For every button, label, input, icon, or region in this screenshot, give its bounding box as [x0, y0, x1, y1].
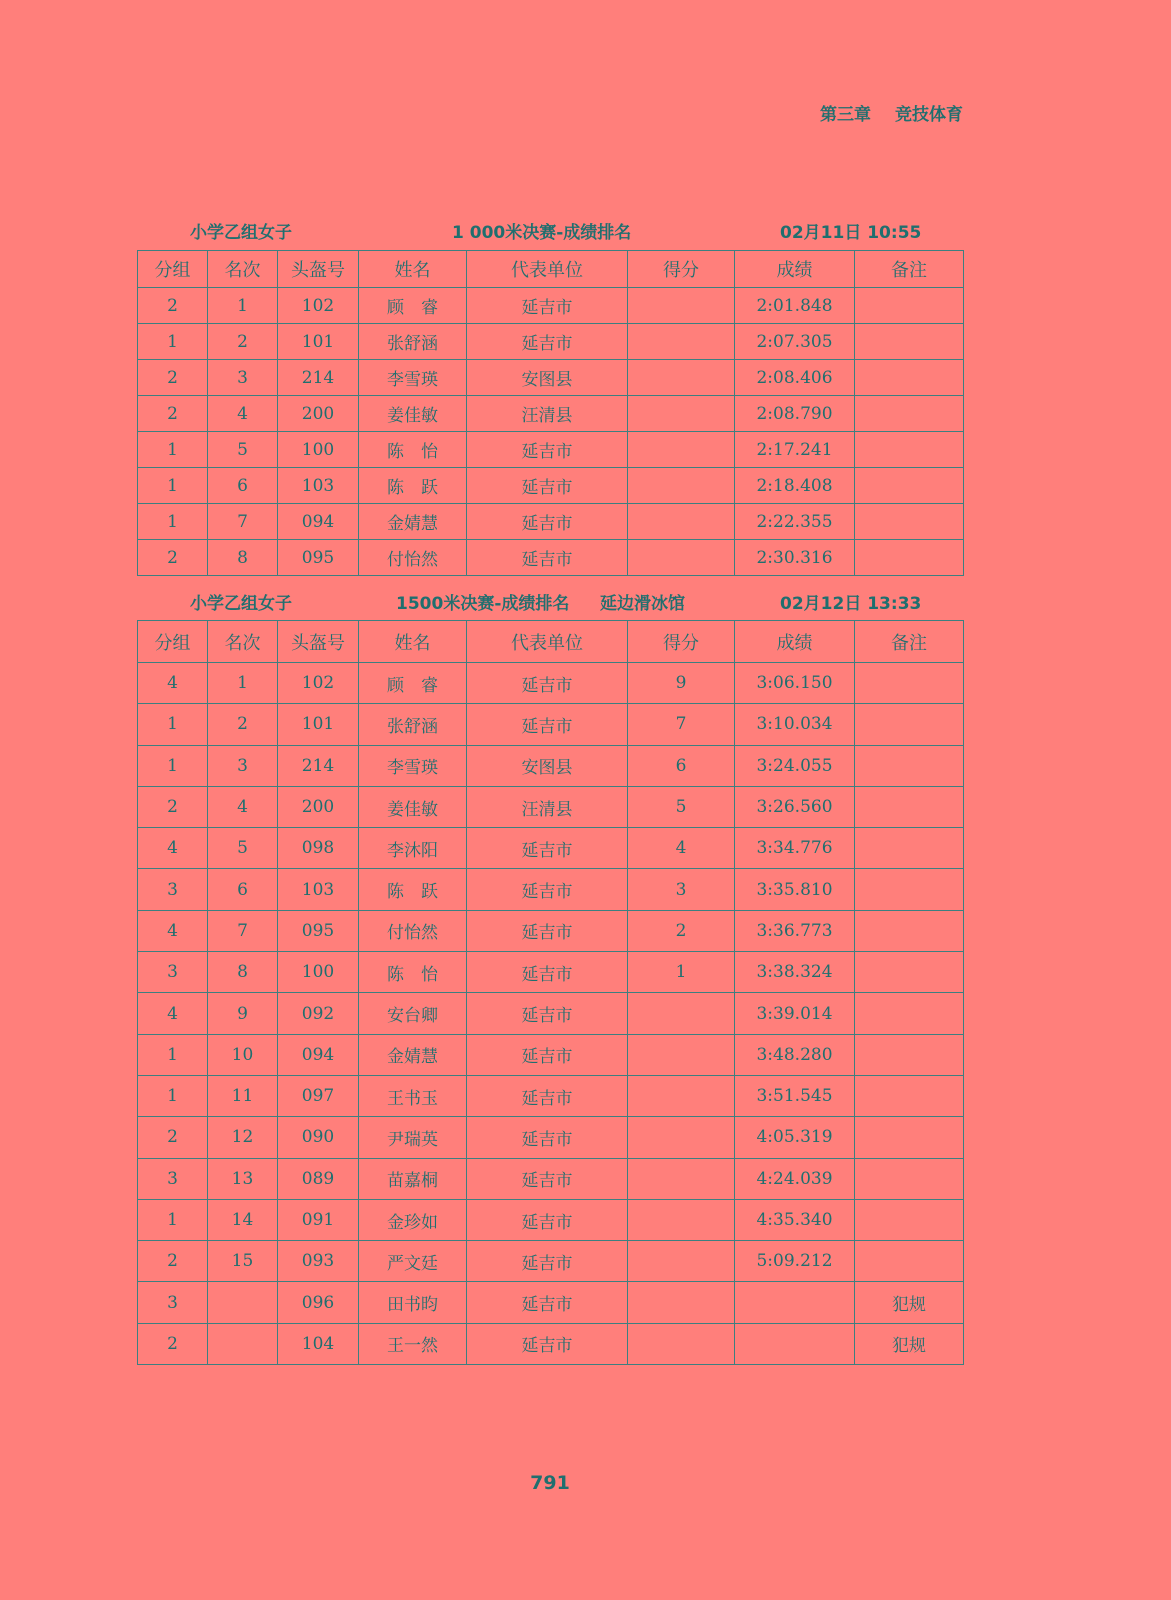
cell-group: 1 [138, 1199, 208, 1240]
cell-rank: 2 [208, 324, 278, 360]
cell-helmet: 094 [278, 1034, 359, 1075]
cell-name: 金婧慧 [359, 1034, 467, 1075]
cell-helmet: 089 [278, 1158, 359, 1199]
cell-time: 2:22.355 [735, 504, 855, 540]
cell-score [628, 1199, 735, 1240]
col-header-group: 分组 [138, 621, 208, 663]
table-row [138, 540, 964, 576]
results-table-1000m [137, 250, 964, 576]
table-row [138, 1117, 964, 1158]
cell-time: 2:18.408 [735, 468, 855, 504]
cell-unit: 延吉市 [467, 1282, 628, 1323]
table-row [138, 324, 964, 360]
table-row [138, 910, 964, 951]
cell-remark [855, 952, 964, 993]
cell-score [628, 1117, 735, 1158]
cell-helmet: 214 [278, 360, 359, 396]
cell-name: 陈 怡 [359, 952, 467, 993]
cell-rank: 3 [208, 745, 278, 786]
cell-remark [855, 869, 964, 910]
cell-group: 1 [138, 504, 208, 540]
cell-rank: 6 [208, 468, 278, 504]
cell-score: 1 [628, 952, 735, 993]
cell-remark: 犯规 [855, 1323, 964, 1364]
cell-group: 2 [138, 540, 208, 576]
cell-time: 2:08.406 [735, 360, 855, 396]
cell-score: 3 [628, 869, 735, 910]
table-row [138, 952, 964, 993]
cell-time: 2:17.241 [735, 432, 855, 468]
cell-group: 2 [138, 1117, 208, 1158]
cell-group: 1 [138, 745, 208, 786]
table-row [138, 1282, 964, 1323]
col-header-group: 分组 [138, 251, 208, 288]
cell-group: 3 [138, 952, 208, 993]
cell-name: 张舒涵 [359, 704, 467, 745]
table-row [138, 869, 964, 910]
table-row [138, 288, 964, 324]
cell-group: 1 [138, 468, 208, 504]
cell-unit: 延吉市 [467, 1158, 628, 1199]
cell-unit: 延吉市 [467, 540, 628, 576]
cell-name: 姜佳敏 [359, 786, 467, 827]
cell-rank: 1 [208, 288, 278, 324]
cell-rank: 5 [208, 432, 278, 468]
cell-unit: 延吉市 [467, 952, 628, 993]
cell-score [628, 468, 735, 504]
cell-helmet: 104 [278, 1323, 359, 1364]
cell-score [628, 504, 735, 540]
cell-rank: 10 [208, 1034, 278, 1075]
table-row [138, 360, 964, 396]
cell-name: 姜佳敏 [359, 396, 467, 432]
cell-remark [855, 1117, 964, 1158]
cell-group: 1 [138, 704, 208, 745]
event-datetime: 02月11日 10:55 [780, 223, 922, 243]
col-header-time: 成绩 [735, 621, 855, 663]
cell-time: 3:51.545 [735, 1075, 855, 1116]
cell-time: 3:26.560 [735, 786, 855, 827]
cell-remark [855, 360, 964, 396]
cell-remark [855, 1199, 964, 1240]
cell-helmet: 214 [278, 745, 359, 786]
cell-name: 尹瑞英 [359, 1117, 467, 1158]
cell-name: 安台卿 [359, 993, 467, 1034]
cell-name: 张舒涵 [359, 324, 467, 360]
cell-group: 4 [138, 663, 208, 704]
cell-score: 2 [628, 910, 735, 951]
cell-score: 4 [628, 828, 735, 869]
table-row [138, 1034, 964, 1075]
cell-name: 付怡然 [359, 540, 467, 576]
cell-unit: 延吉市 [467, 432, 628, 468]
cell-remark [855, 828, 964, 869]
col-header-remark: 备注 [855, 621, 964, 663]
cell-score [628, 1282, 735, 1323]
cell-time: 3:38.324 [735, 952, 855, 993]
col-header-rank: 名次 [208, 251, 278, 288]
cell-remark [855, 745, 964, 786]
cell-time [735, 1323, 855, 1364]
cell-time: 3:24.055 [735, 745, 855, 786]
table-row [138, 432, 964, 468]
cell-group: 2 [138, 786, 208, 827]
table-row [138, 504, 964, 540]
cell-group: 4 [138, 993, 208, 1034]
cell-group: 2 [138, 1241, 208, 1282]
col-header-time: 成绩 [735, 251, 855, 288]
col-header-score: 得分 [628, 621, 735, 663]
cell-name: 王书玉 [359, 1075, 467, 1116]
col-header-rank: 名次 [208, 621, 278, 663]
header-row [138, 621, 964, 663]
cell-rank: 13 [208, 1158, 278, 1199]
cell-rank: 9 [208, 993, 278, 1034]
cell-helmet: 101 [278, 324, 359, 360]
cell-time: 2:01.848 [735, 288, 855, 324]
cell-name: 田书昀 [359, 1282, 467, 1323]
cell-remark [855, 396, 964, 432]
cell-group: 2 [138, 1323, 208, 1364]
cell-time: 4:35.340 [735, 1199, 855, 1240]
cell-score [628, 993, 735, 1034]
cell-helmet: 103 [278, 869, 359, 910]
cell-group: 1 [138, 1075, 208, 1116]
col-header-remark: 备注 [855, 251, 964, 288]
results-table-1500m [137, 620, 964, 1365]
cell-time: 2:07.305 [735, 324, 855, 360]
cell-unit: 延吉市 [467, 993, 628, 1034]
cell-remark [855, 663, 964, 704]
cell-rank: 6 [208, 869, 278, 910]
cell-name: 陈 跃 [359, 869, 467, 910]
cell-remark [855, 1158, 964, 1199]
cell-remark [855, 1241, 964, 1282]
cell-rank: 7 [208, 504, 278, 540]
event-1500-caption [137, 589, 963, 615]
cell-score: 7 [628, 704, 735, 745]
cell-helmet: 090 [278, 1117, 359, 1158]
cell-score [628, 540, 735, 576]
cell-group: 2 [138, 288, 208, 324]
cell-group: 1 [138, 432, 208, 468]
table-row [138, 1323, 964, 1364]
event-datetime: 02月12日 13:33 [780, 594, 922, 614]
table-row [138, 993, 964, 1034]
cell-helmet: 096 [278, 1282, 359, 1323]
cell-group: 4 [138, 910, 208, 951]
cell-rank: 12 [208, 1117, 278, 1158]
cell-remark [855, 468, 964, 504]
cell-score [628, 396, 735, 432]
cell-group: 3 [138, 1158, 208, 1199]
cell-score [628, 432, 735, 468]
cell-time: 3:06.150 [735, 663, 855, 704]
cell-name: 顾 睿 [359, 663, 467, 704]
cell-helmet: 200 [278, 396, 359, 432]
cell-unit: 延吉市 [467, 704, 628, 745]
table-row [138, 1241, 964, 1282]
cell-helmet: 092 [278, 993, 359, 1034]
cell-helmet: 095 [278, 910, 359, 951]
cell-remark [855, 540, 964, 576]
cell-remark [855, 993, 964, 1034]
cell-unit: 汪清县 [467, 786, 628, 827]
cell-score [628, 1323, 735, 1364]
cell-remark: 犯规 [855, 1282, 964, 1323]
event-group: 小学乙组女子 [190, 223, 292, 243]
table-row [138, 786, 964, 827]
cell-remark [855, 288, 964, 324]
cell-name: 金婧慧 [359, 504, 467, 540]
event-title: 1500米决赛-成绩排名 [396, 594, 570, 614]
cell-rank [208, 1282, 278, 1323]
cell-name: 苗嘉桐 [359, 1158, 467, 1199]
cell-rank: 11 [208, 1075, 278, 1116]
cell-time [735, 1282, 855, 1323]
cell-score [628, 324, 735, 360]
cell-unit: 延吉市 [467, 869, 628, 910]
col-header-name: 姓名 [359, 621, 467, 663]
cell-rank: 5 [208, 828, 278, 869]
cell-unit: 延吉市 [467, 1075, 628, 1116]
cell-unit: 汪清县 [467, 396, 628, 432]
cell-helmet: 095 [278, 540, 359, 576]
cell-time: 3:48.280 [735, 1034, 855, 1075]
cell-unit: 延吉市 [467, 504, 628, 540]
cell-rank: 14 [208, 1199, 278, 1240]
cell-rank: 15 [208, 1241, 278, 1282]
cell-helmet: 200 [278, 786, 359, 827]
cell-group: 1 [138, 324, 208, 360]
cell-name: 金珍如 [359, 1199, 467, 1240]
table-row [138, 704, 964, 745]
table-row [138, 468, 964, 504]
cell-unit: 延吉市 [467, 1323, 628, 1364]
cell-score [628, 1034, 735, 1075]
cell-name: 李雪瑛 [359, 360, 467, 396]
cell-rank: 4 [208, 786, 278, 827]
cell-unit: 延吉市 [467, 1034, 628, 1075]
cell-score [628, 360, 735, 396]
chapter-label: 第三章 [820, 105, 871, 125]
table-row [138, 828, 964, 869]
table-row [138, 663, 964, 704]
col-header-helmet: 头盔号 [278, 251, 359, 288]
event-title: 1 000米决赛-成绩排名 [452, 223, 632, 243]
cell-unit: 延吉市 [467, 1241, 628, 1282]
cell-name: 顾 睿 [359, 288, 467, 324]
cell-remark [855, 786, 964, 827]
cell-time: 3:34.776 [735, 828, 855, 869]
cell-rank: 8 [208, 952, 278, 993]
cell-name: 陈 跃 [359, 468, 467, 504]
cell-name: 李沐阳 [359, 828, 467, 869]
cell-helmet: 094 [278, 504, 359, 540]
cell-helmet: 093 [278, 1241, 359, 1282]
cell-score: 9 [628, 663, 735, 704]
cell-unit: 安图县 [467, 360, 628, 396]
cell-helmet: 091 [278, 1199, 359, 1240]
cell-time: 2:30.316 [735, 540, 855, 576]
cell-score [628, 288, 735, 324]
table-row [138, 396, 964, 432]
cell-group: 3 [138, 869, 208, 910]
cell-rank [208, 1323, 278, 1364]
col-header-score: 得分 [628, 251, 735, 288]
cell-name: 付怡然 [359, 910, 467, 951]
cell-unit: 延吉市 [467, 324, 628, 360]
cell-unit: 延吉市 [467, 1199, 628, 1240]
header-row [138, 251, 964, 288]
cell-helmet: 097 [278, 1075, 359, 1116]
running-head [820, 100, 963, 125]
cell-time: 3:36.773 [735, 910, 855, 951]
event-venue: 延边滑冰馆 [600, 594, 685, 614]
cell-helmet: 101 [278, 704, 359, 745]
event-group: 小学乙组女子 [190, 594, 292, 614]
cell-remark [855, 704, 964, 745]
cell-unit: 延吉市 [467, 288, 628, 324]
cell-score [628, 1158, 735, 1199]
cell-time: 3:35.810 [735, 869, 855, 910]
cell-unit: 延吉市 [467, 910, 628, 951]
cell-unit: 延吉市 [467, 828, 628, 869]
cell-score [628, 1075, 735, 1116]
cell-remark [855, 910, 964, 951]
event-1000-caption [137, 218, 963, 244]
col-header-unit: 代表单位 [467, 251, 628, 288]
cell-name: 严文廷 [359, 1241, 467, 1282]
cell-rank: 8 [208, 540, 278, 576]
cell-score: 5 [628, 786, 735, 827]
cell-remark [855, 1075, 964, 1116]
cell-time: 5:09.212 [735, 1241, 855, 1282]
cell-name: 李雪瑛 [359, 745, 467, 786]
section-label: 竞技体育 [895, 105, 963, 125]
cell-helmet: 102 [278, 288, 359, 324]
cell-group: 4 [138, 828, 208, 869]
cell-time: 4:24.039 [735, 1158, 855, 1199]
cell-rank: 7 [208, 910, 278, 951]
cell-name: 王一然 [359, 1323, 467, 1364]
cell-name: 陈 怡 [359, 432, 467, 468]
cell-remark [855, 504, 964, 540]
cell-unit: 延吉市 [467, 1117, 628, 1158]
cell-remark [855, 432, 964, 468]
cell-rank: 3 [208, 360, 278, 396]
table-row [138, 1158, 964, 1199]
cell-rank: 4 [208, 396, 278, 432]
cell-unit: 延吉市 [467, 663, 628, 704]
cell-helmet: 100 [278, 432, 359, 468]
col-header-helmet: 头盔号 [278, 621, 359, 663]
cell-score [628, 1241, 735, 1282]
cell-helmet: 103 [278, 468, 359, 504]
page-number: 791 [530, 1472, 570, 1494]
cell-rank: 1 [208, 663, 278, 704]
cell-time: 3:39.014 [735, 993, 855, 1034]
cell-time: 3:10.034 [735, 704, 855, 745]
cell-remark [855, 1034, 964, 1075]
cell-group: 2 [138, 396, 208, 432]
cell-time: 2:08.790 [735, 396, 855, 432]
cell-helmet: 102 [278, 663, 359, 704]
cell-unit: 延吉市 [467, 468, 628, 504]
cell-time: 4:05.319 [735, 1117, 855, 1158]
col-header-unit: 代表单位 [467, 621, 628, 663]
cell-score: 6 [628, 745, 735, 786]
cell-remark [855, 324, 964, 360]
table-row [138, 745, 964, 786]
table-row [138, 1075, 964, 1116]
cell-group: 1 [138, 1034, 208, 1075]
cell-unit: 安图县 [467, 745, 628, 786]
cell-group: 3 [138, 1282, 208, 1323]
cell-group: 2 [138, 360, 208, 396]
cell-helmet: 098 [278, 828, 359, 869]
table-row [138, 1199, 964, 1240]
cell-helmet: 100 [278, 952, 359, 993]
cell-rank: 2 [208, 704, 278, 745]
col-header-name: 姓名 [359, 251, 467, 288]
